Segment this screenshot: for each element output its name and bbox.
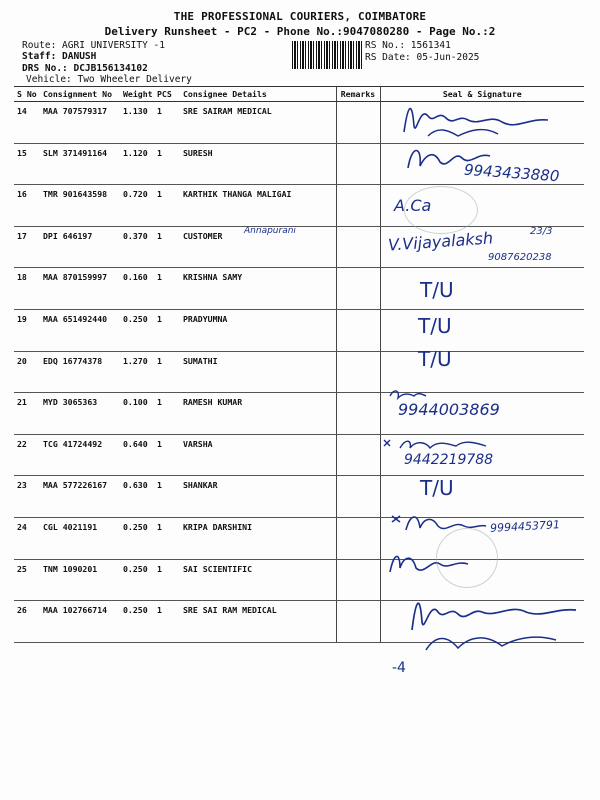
- col-consignment: Consignment No: [40, 87, 120, 102]
- cell-consignee: SRE SAI RAM MEDICAL: [180, 601, 336, 643]
- cell-consignment: SLM 371491164: [40, 143, 120, 185]
- cell-sno: 23: [14, 476, 40, 518]
- cell-consignee: SUMATHI: [180, 351, 336, 393]
- cell-consignment: MAA 707579317: [40, 102, 120, 144]
- cell-sno: 20: [14, 351, 40, 393]
- cell-weight: 0.250: [120, 559, 154, 601]
- cell-remarks: [336, 185, 380, 227]
- table-row: [14, 309, 584, 351]
- row24-phone: 9994453791: [489, 518, 561, 535]
- cell-consignee: RAMESH KUMAR: [180, 393, 336, 435]
- cell-remarks: [336, 517, 380, 559]
- row17-handwritten-name: Annapurani: [244, 226, 296, 236]
- col-weight: Weight: [120, 87, 154, 102]
- cell-pcs: 1: [154, 268, 180, 310]
- cell-weight: 0.160: [120, 268, 154, 310]
- cell-weight: 1.120: [120, 143, 154, 185]
- cell-remarks: [336, 226, 380, 268]
- cell-weight: 0.640: [120, 434, 154, 476]
- row21-phone: 9944003869: [398, 400, 500, 419]
- table-row: [14, 476, 584, 518]
- cell-consignee: KRISHNA SAMY: [180, 268, 336, 310]
- cell-consignee: KARTHIK THANGA MALIGAI: [180, 185, 336, 227]
- cell-weight: 0.250: [120, 517, 154, 559]
- cell-consignee: KRIPA DARSHINI: [180, 517, 336, 559]
- row18-tu-mark: T/U: [420, 278, 454, 302]
- cell-consignee: PRADYUMNA: [180, 309, 336, 351]
- cell-weight: 1.270: [120, 351, 154, 393]
- cell-sno: 24: [14, 517, 40, 559]
- col-sno: S No: [14, 87, 40, 102]
- cell-pcs: 1: [154, 517, 180, 559]
- cell-consignee: SURESH: [180, 143, 336, 185]
- cell-sno: 15: [14, 143, 40, 185]
- signature-row16: A.Ca: [394, 196, 432, 215]
- cell-consignee: SRE SAIRAM MEDICAL: [180, 102, 336, 144]
- cell-pcs: 1: [154, 143, 180, 185]
- cell-sno: 18: [14, 268, 40, 310]
- vehicle-label: Vehicle: Two Wheeler Delivery: [26, 74, 192, 85]
- cell-sno: 26: [14, 601, 40, 643]
- cell-remarks: [336, 309, 380, 351]
- cell-pcs: 1: [154, 434, 180, 476]
- table-row: [14, 351, 584, 393]
- drs-number: DRS No.: DCJB156134102: [22, 63, 148, 74]
- cell-signature: [380, 268, 584, 310]
- row17-count: 23/3: [530, 226, 553, 237]
- cell-signature: [380, 309, 584, 351]
- company-title: THE PROFESSIONAL COURIERS, COIMBATORE: [173, 10, 427, 23]
- route-label: Route: AGRI UNIVERSITY -1: [22, 40, 165, 51]
- cell-weight: 0.100: [120, 393, 154, 435]
- cell-pcs: 1: [154, 102, 180, 144]
- cell-sno: 14: [14, 102, 40, 144]
- row23-tu-mark: T/U: [420, 476, 454, 500]
- cell-remarks: [336, 476, 380, 518]
- cell-weight: 0.370: [120, 226, 154, 268]
- cell-consignment: CGL 4021191: [40, 517, 120, 559]
- cell-weight: 0.630: [120, 476, 154, 518]
- col-remarks: Remarks: [336, 87, 380, 102]
- cell-pcs: 1: [154, 185, 180, 227]
- cell-remarks: [336, 143, 380, 185]
- cell-sno: 17: [14, 226, 40, 268]
- table-row: [14, 185, 584, 227]
- cell-consignment: TMR 901643598: [40, 185, 120, 227]
- cell-consignment: MAA 870159997: [40, 268, 120, 310]
- cell-consignment: EDQ 16774378: [40, 351, 120, 393]
- table-row: [14, 268, 584, 310]
- barcode-image: [292, 41, 362, 69]
- cell-remarks: [336, 351, 380, 393]
- cell-pcs: 1: [154, 309, 180, 351]
- cell-pcs: 1: [154, 393, 180, 435]
- cell-sno: 25: [14, 559, 40, 601]
- cell-consignee: SHANKAR: [180, 476, 336, 518]
- page-count-mark: -4: [392, 660, 406, 676]
- signature-row14: [398, 96, 568, 142]
- cell-consignment: MAA 577226167: [40, 476, 120, 518]
- rs-date: RS Date: 05-Jun-2025: [365, 52, 480, 63]
- row17-phone: 9087620238: [488, 252, 552, 263]
- cell-consignment: TNM 1090201: [40, 559, 120, 601]
- rs-number: RS No.: 1561341: [365, 40, 451, 51]
- cell-consignee: SAI SCIENTIFIC: [180, 559, 336, 601]
- cell-weight: 0.720: [120, 185, 154, 227]
- runsheet-subtitle: Delivery Runsheet - PC2 - Phone No.:9047080280 - Page No.:2: [104, 25, 496, 38]
- cell-remarks: [336, 393, 380, 435]
- row22-phone: 9442219788: [404, 452, 494, 468]
- cell-consignment: MYD 3065363: [40, 393, 120, 435]
- signature-row26: [406, 590, 586, 658]
- col-consignee: Consignee Details: [180, 87, 336, 102]
- row15-phone: 9943433880: [463, 160, 560, 186]
- cell-consignment: MAA 102766714: [40, 601, 120, 643]
- cell-sno: 21: [14, 393, 40, 435]
- cell-sno: 16: [14, 185, 40, 227]
- faded-stamp: [404, 186, 478, 234]
- cell-pcs: 1: [154, 559, 180, 601]
- cell-consignment: DPI 646197: [40, 226, 120, 268]
- cell-consignee: CUSTOMER: [180, 226, 336, 268]
- cell-remarks: [336, 102, 380, 144]
- cell-remarks: [336, 434, 380, 476]
- cell-weight: 0.250: [120, 601, 154, 643]
- table-row: [14, 434, 584, 476]
- cell-sno: 22: [14, 434, 40, 476]
- cell-remarks: [336, 559, 380, 601]
- cell-consignment: TCG 41724492: [40, 434, 120, 476]
- cell-pcs: 1: [154, 476, 180, 518]
- col-pcs: PCS: [154, 87, 180, 102]
- cell-consignee: VARSHA: [180, 434, 336, 476]
- cell-pcs: 1: [154, 601, 180, 643]
- col-signature: Seal & Signature: [380, 87, 584, 102]
- faded-stamp: [436, 528, 498, 588]
- row19-tu-mark: T/U: [418, 314, 452, 338]
- cell-weight: 1.130: [120, 102, 154, 144]
- cell-remarks: [336, 601, 380, 643]
- cell-consignment: MAA 651492440: [40, 309, 120, 351]
- cell-pcs: 1: [154, 226, 180, 268]
- cell-weight: 0.250: [120, 309, 154, 351]
- signature-row17: V.Vijayalaksh: [387, 228, 494, 255]
- cell-pcs: 1: [154, 351, 180, 393]
- staff-label: Staff: DANUSH: [22, 51, 97, 62]
- cell-sno: 19: [14, 309, 40, 351]
- cell-remarks: [336, 268, 380, 310]
- row20-tu-mark: T/U: [418, 347, 452, 371]
